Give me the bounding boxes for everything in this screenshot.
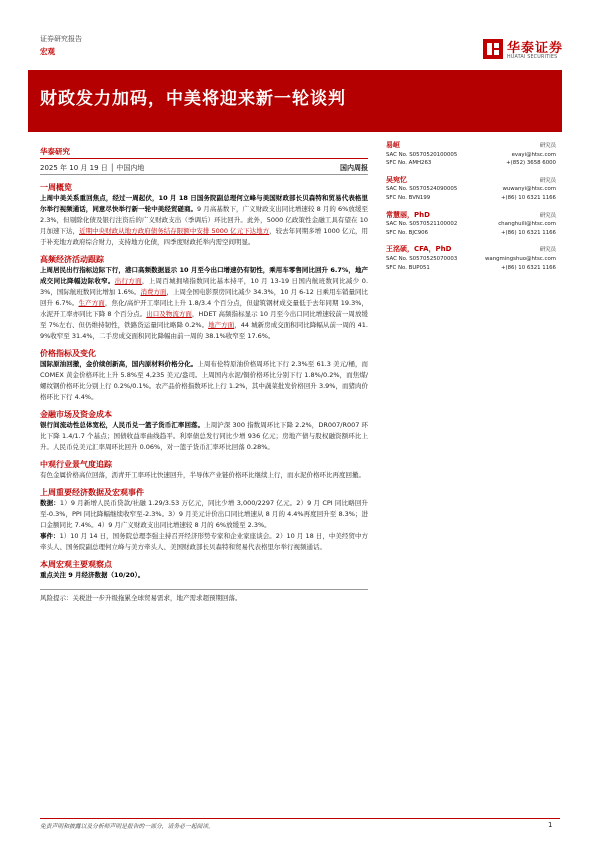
- section-heading: 中观行业景气度追踪: [40, 460, 112, 469]
- section-body: [40, 531, 368, 553]
- risk-warning: 风险提示：关税进一步升级拖累全球贸易需求，地产需求超预期回落。: [40, 594, 242, 602]
- analyst-card: [386, 210, 556, 238]
- section-body: [40, 265, 368, 342]
- sac-number: SAC No. S0570524090005: [386, 186, 458, 193]
- analyst-name: 易峘: [386, 141, 400, 149]
- section-body: [40, 193, 368, 248]
- report-title: 财政发力加码，中美将迎来新一轮谈判: [40, 89, 346, 109]
- analyst-role: 研究员: [539, 247, 556, 254]
- inline-link[interactable]: 生产方面: [78, 299, 105, 307]
- analyst-phone: +(86) 10 6321 1166: [500, 229, 556, 236]
- event-label: 事件：: [40, 532, 60, 540]
- sfc-number: SFC No. BJC906: [386, 229, 429, 236]
- footer-divider: [40, 818, 560, 819]
- section-body: [40, 498, 368, 531]
- logo-name: 华泰证券: [507, 41, 564, 56]
- section-body: [40, 570, 368, 581]
- body-text: ，上周全国电影票房同比减少 34.3%，10 月 6-12 日乘用车销量同比回升 6.7%。: [40, 288, 368, 307]
- body-text: 9 月高基数下，广义财政支出同比增速较 8 月的 6%放缓至 2.3%，但剔除化债及银行注资后的广义财政支出（季调后）环比回升。此外，5000 亿政策性金融工具有望在 10 月加速下达，: [40, 205, 368, 235]
- analyst-name: 王洺硕，CFA，PhD: [386, 245, 452, 254]
- analyst-email[interactable]: wuwanyi@htsc.com: [502, 186, 556, 193]
- date-region: 2025 年 10 月 19 日 │ 中国内地: [40, 164, 145, 172]
- section-heading: 本周宏观主要观察点: [40, 560, 112, 569]
- analyst-email[interactable]: changhuili@htsc.com: [498, 221, 556, 228]
- analyst-role: 研究员: [539, 177, 556, 184]
- body-text: 1）9 月新增人民币贷款/社融 1.29/3.53 万亿元，同比少增 3,000/2297 亿元。2）9 月 CPI 同比略回升至-0.3%，PPI 同比降幅继续收窄至-2.3%。3）9 月美元计价出口同比增速从 8 月的 4.4%再度回升至 8.3%；进口金额同比 7.4%。4）9 月广义财政支出同比增速较 8 月的 6%放缓至 2.3%。: [40, 499, 368, 529]
- report-type: 国内周报: [340, 164, 368, 172]
- body-text: ，上周百城拥堵指数同比基本持平，10 月 13-19 日国内航班数同比减少 0.3%，国际航班数同比增加 1.6%。: [40, 277, 369, 296]
- section-heading: 价格指标及变化: [40, 349, 96, 358]
- sfc-number: SFC No. AMH263: [386, 160, 432, 167]
- body-text: 上周布伦特原油价格周环比下行 2.3%至 61.3 美元/桶，而 COMEX 黄金价格环比上升 5.8%至 4,235 美元/盎司。上周国内水泥/铜价格环比分别下行 1.8%/0.2%，而焦煤/螺纹钢价格环比分别上行 0.2%/0.1%。农产品价格指数环比上行 1.2%，其中蔬菜批发价格回升 3.9%，而猪肉价格环比下行 4.4%。: [40, 360, 368, 401]
- section-body: [40, 420, 368, 453]
- body-text: ，较去年同期多增 1000 亿元，用于补充地方政府综合财力，支持地方化债，四季度财政托举内需空间明显。: [40, 227, 368, 246]
- sfc-number: SFC No. BVN199: [386, 194, 431, 201]
- analyst-card: [386, 140, 556, 168]
- analyst-name: 吴宛忆: [386, 175, 407, 184]
- lead-text: 国际原油回撤，金价续创新高，国内原材料价格分化。: [40, 360, 198, 368]
- section-body: [40, 359, 368, 403]
- main-column: [40, 182, 368, 604]
- logo-subtitle: HUATAI SECURITIES: [507, 55, 558, 60]
- body-text: 上周沪深 300 指数周环比下降 2.2%，DR007/R007 环比下降 1.4/1.7 个基点；国债收益率曲线趋平。利率债总发行同比少增 936 亿元；房地产债与股权融资额环比上升。人民币兑美元汇率周环比回升 0.06%，对一篮子货币汇率环比回落 0.28%。: [40, 421, 369, 451]
- section-heading: 高频经济活动跟踪: [40, 255, 104, 264]
- analyst-phone: +(86) 10 6321 1166: [500, 264, 556, 271]
- analyst-role: 研究员: [539, 212, 556, 219]
- company-logo: [482, 36, 566, 66]
- analyst-name: 常慧丽，PhD: [386, 210, 430, 219]
- analyst-card: [386, 244, 556, 272]
- analyst-phone: +(86) 10 6321 1166: [500, 194, 556, 201]
- meta-divider-2: [40, 174, 368, 175]
- body-text: ，HDET 高频指标显示 10 月至今出口同比增速较前一周放缓至 7%左右、但仍维持韧性，铁路货运量同比略降 0.2%。: [40, 310, 368, 329]
- data-label: 数据：: [40, 499, 60, 507]
- sfc-number: SFC No. BUP051: [386, 264, 430, 271]
- analyst-card: [386, 175, 556, 203]
- meta-divider: [40, 158, 368, 159]
- body-text: ，焦化/高炉开工率同比上升 1.8/3.4 个百分点，但建筑钢材成交量低于去年同期 19.3%，水泥开工率亦同比下降 8 个百分点。: [40, 299, 368, 318]
- analyst-phone: +(852) 3658 6000: [506, 160, 556, 167]
- section-heading: 金融市场及资金成本: [40, 410, 112, 419]
- analyst-column: [386, 140, 556, 272]
- section-heading: 一周概览: [40, 183, 72, 192]
- lead-text: 银行间流动性总体宽松，人民币兑一篮子货币汇率回落。: [40, 421, 205, 429]
- body-text: ，44 城新房成交面积同比降幅从前一周的 41.9%收窄至 31.4%，二手房成交面积同比降幅由前一周的 38.1%收窄至 17.6%。: [40, 321, 368, 340]
- analyst-email[interactable]: evayi@htsc.com: [511, 151, 556, 158]
- category-label: 宏观: [40, 47, 55, 56]
- inline-link[interactable]: 地产方面: [208, 321, 235, 329]
- analyst-email[interactable]: wangmingshuo@htsc.com: [485, 255, 556, 262]
- inline-link[interactable]: 出口及物流方面: [146, 310, 192, 318]
- lead-text: 上周中美关系重回焦点，经过一周起伏，10 月 18 日国务院副总理何立峰与美国财政部长贝森特和贸易代表格里尔举行视频通话，同意尽快举行新一轮中美经贸磋商。: [40, 194, 368, 213]
- sac-number: SAC No. S0570525070003: [386, 255, 458, 262]
- analyst-role: 研究员: [539, 143, 556, 149]
- logo-mark-icon: [482, 38, 504, 60]
- page-number: 1: [548, 821, 553, 829]
- inline-link[interactable]: 消费方面: [140, 288, 167, 296]
- body-text: 1）10 月 14 日，国务院总理李强主持召开经济形势专家和企业家座谈会。2）10 月 18 日，中美经贸中方牵头人、国务院副总理何立峰与美方牵头人、美国财政部长贝森特和贸易代表格里尔举行视频通话。: [40, 532, 368, 551]
- inline-link[interactable]: 出行方面: [114, 277, 142, 285]
- footer-disclaimer: 免责声明和披露以及分析师声明是报告的一部分，请务必一起阅读。: [40, 824, 214, 830]
- inline-link[interactable]: 近期中央财政从地方政府债务结存限额中安排 5000 亿元下达地方: [79, 227, 270, 235]
- lead-text: 重点关注 9 月经济数据（10/20）。: [40, 571, 145, 579]
- doc-type-label: 证券研究报告: [40, 35, 82, 43]
- lead-text: 上周居民出行指标边际下行，港口高频数据显示 10 月至今出口增速仍有韧性，乘用车零售同比回升 6.7%，地产成交同比降幅边际收窄。: [40, 266, 368, 285]
- risk-divider: [40, 589, 368, 590]
- org-label: 华泰研究: [40, 147, 70, 156]
- sac-number: SAC No. S0570521100002: [386, 221, 458, 228]
- section-heading: 上周重要经济数据及宏观事件: [40, 488, 144, 497]
- body-text: 有色金属价格高位回落，沥青开工率环比快速回升，半导体产业链价格环比继续上行，而水泥价格环比再度回撤。: [40, 471, 365, 479]
- section-body: [40, 470, 368, 481]
- sac-number: SAC No. S0570520100005: [386, 151, 458, 158]
